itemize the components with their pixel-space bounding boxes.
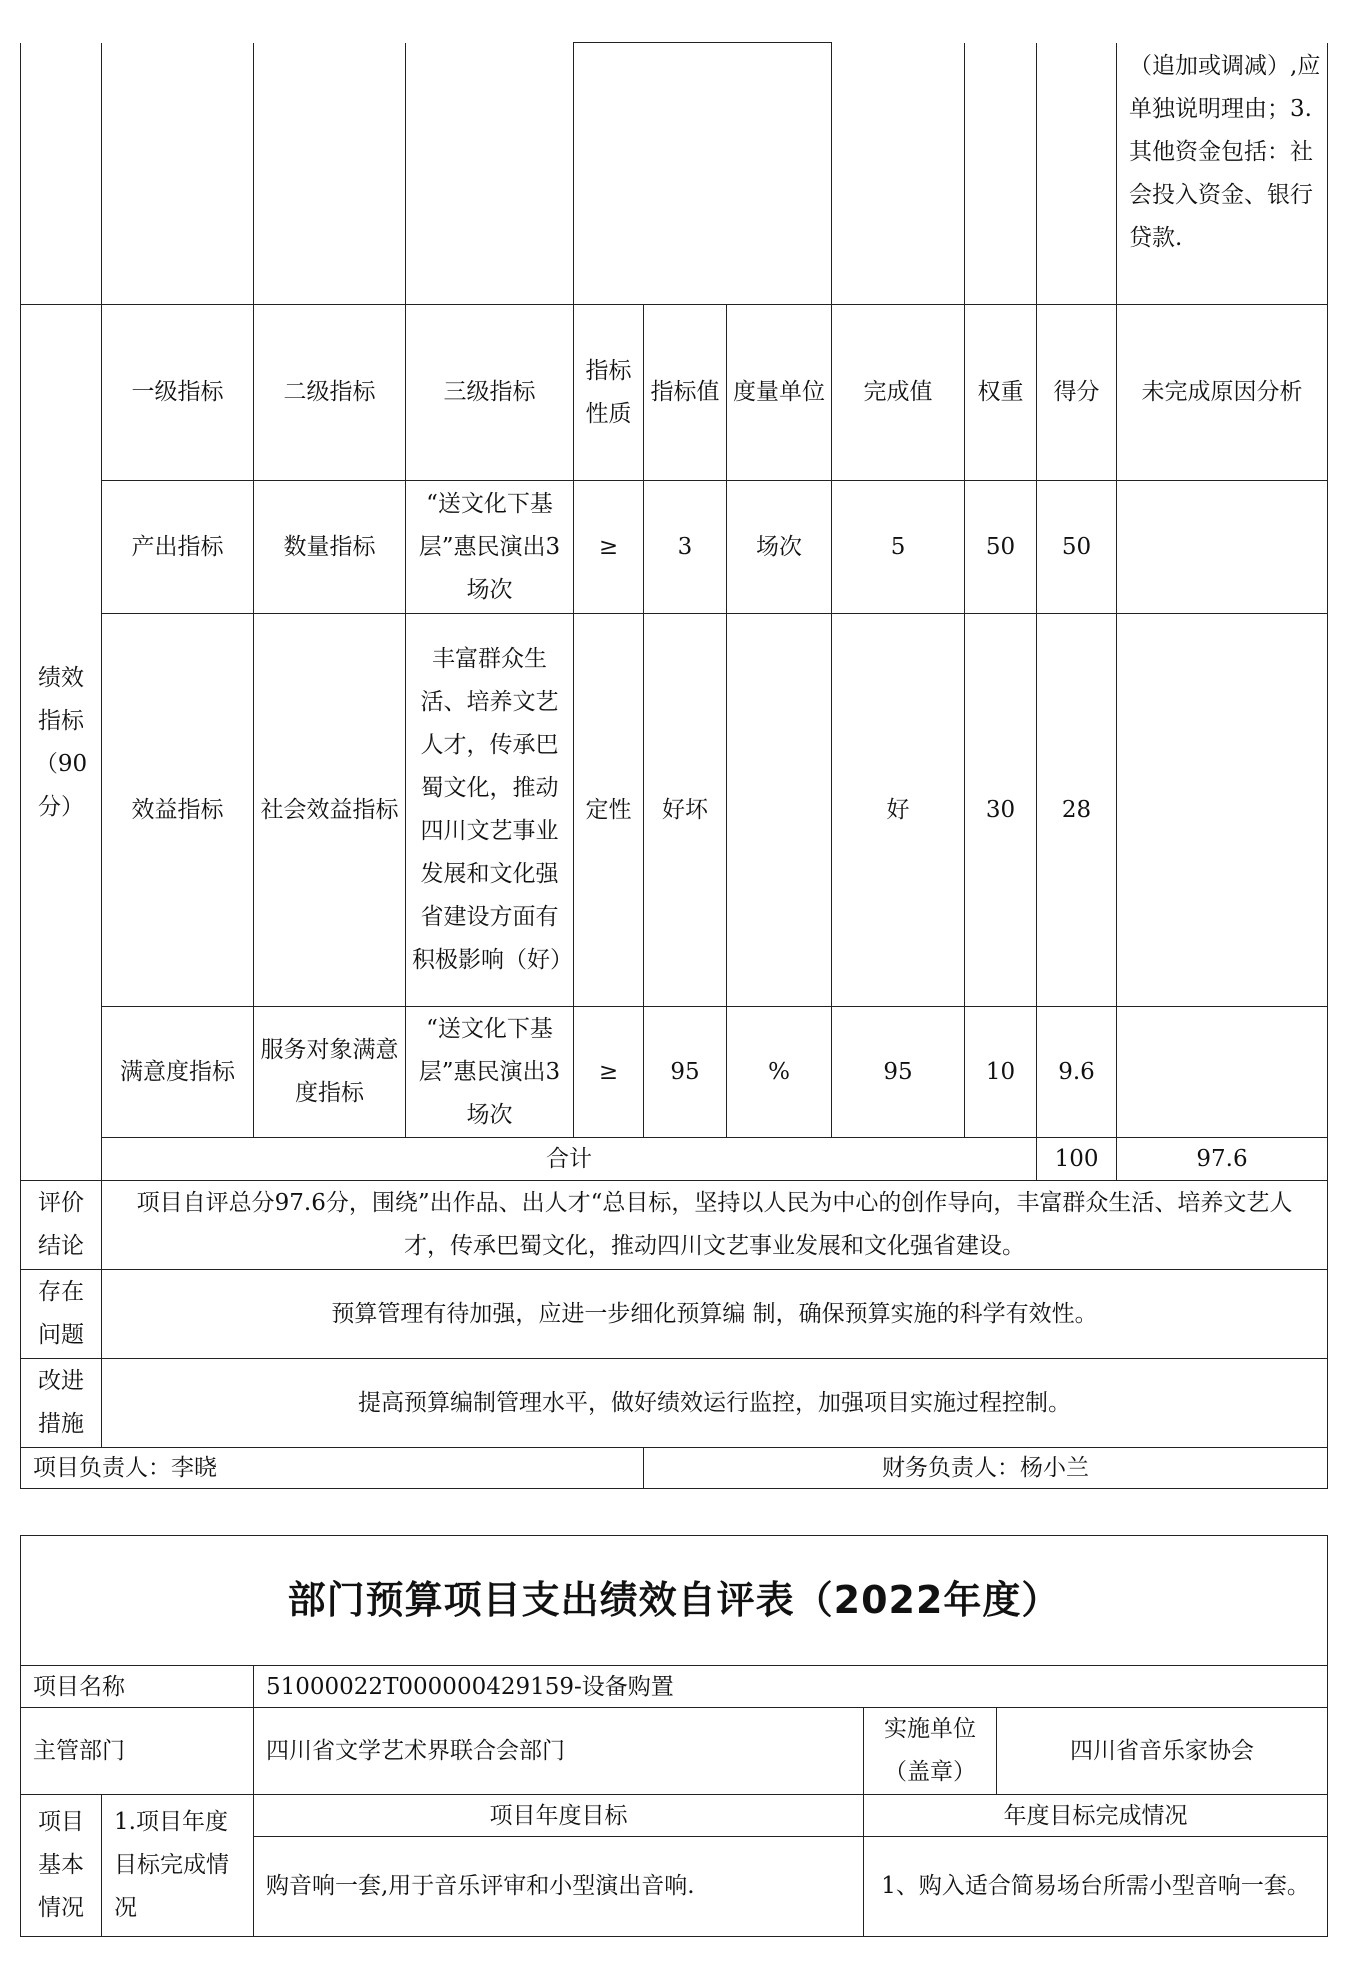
total-score: 97.6 [1117,1138,1328,1181]
header-unit: 度量单位 [727,305,832,481]
row-lvl3: “送文化下基层”惠民演出3场次 [406,1007,574,1138]
goal-label: 1.项目年度目标完成情况 [102,1795,254,1937]
row-lvl2: 数量指标 [254,481,406,614]
basic-label: 项目基本情况 [21,1795,102,1937]
header-done: 完成值 [832,305,965,481]
table-row [21,614,1328,1007]
total-label: 合计 [102,1138,1037,1181]
section-label: 绩效指标（90分） [21,305,102,1181]
row-lvl2: 服务对象满意度指标 [254,1007,406,1138]
goal-head: 项目年度目标 [254,1795,864,1837]
goal-text: 购音响一套,用于音乐评审和小型演出音响. [254,1837,864,1937]
funding-note: （追加或调减）,应单独说明理由；3.其他资金包括：社会投入资金、银行贷款. [1117,43,1328,305]
row-score: 28 [1037,614,1117,1007]
conclusion-text: 项目自评总分97.6分，围绕”出作品、出人才“总目标，坚持以人民为中心的创作导向，丰富群众生活、培养文艺人才，传承巴蜀文化，推动四川文艺事业发展和文化强省建设。 [102,1181,1328,1270]
row-nature: 定性 [574,614,644,1007]
header-reason: 未完成原因分析 [1117,305,1328,481]
row-unit: % [727,1007,832,1138]
blank-cell [406,43,574,305]
dept-value: 四川省文学艺术界联合会部门 [254,1708,864,1795]
project-lead: 项目负责人：李晓 [21,1448,644,1489]
row-nature: ≥ [574,481,644,614]
header-lvl3: 三级指标 [406,305,574,481]
row-unit [727,614,832,1007]
project-name-label: 项目名称 [21,1666,254,1708]
row-lvl3: “送文化下基层”惠民演出3场次 [406,481,574,614]
problems-label: 存在问题 [21,1270,102,1359]
row-weight: 50 [965,481,1037,614]
header-score: 得分 [1037,305,1117,481]
header-value: 指标值 [644,305,727,481]
row-lvl1: 满意度指标 [102,1007,254,1138]
problems-text: 预算管理有待加强，应进一步细化预算编 制，确保预算实施的科学有效性。 [102,1270,1328,1359]
row-reason [1117,481,1328,614]
total-row [21,1138,1328,1181]
signers-row [21,1448,1328,1489]
blank-cell [574,43,832,305]
header-weight: 权重 [965,305,1037,481]
done-text: 1、购入适合简易场台所需小型音响一套。 [864,1837,1328,1937]
impl-cell [864,1708,1328,1795]
dept-label: 主管部门 [21,1708,254,1795]
blank-cell [1037,43,1117,305]
row-unit: 场次 [727,481,832,614]
finance-lead: 财务负责人：杨小兰 [644,1448,1328,1489]
row-lvl1: 效益指标 [102,614,254,1007]
row-done: 95 [832,1007,965,1138]
form-title: 部门预算项目支出绩效自评表（2022年度） [21,1536,1328,1666]
blank-cell [254,43,406,305]
row-score: 50 [1037,481,1117,614]
impl-value: 四川省音乐家协会 [1070,1737,1255,1764]
total-weight: 100 [1037,1138,1117,1181]
done-head: 年度目标完成情况 [864,1795,1328,1837]
header-nature: 指标性质 [574,305,644,481]
header-lvl2: 二级指标 [254,305,406,481]
improve-text: 提高预算编制管理水平，做好绩效运行监控，加强项目实施过程控制。 [102,1359,1328,1448]
blank-cell [965,43,1037,305]
row-score: 9.6 [1037,1007,1117,1138]
improve-label: 改进措施 [21,1359,102,1448]
blank-cell [832,43,965,305]
row-reason [1117,1007,1328,1138]
impl-label: 实施单位（盖章） [864,1708,997,1794]
problems-row [21,1270,1328,1359]
conclusion-label: 评价结论 [21,1181,102,1270]
row-done: 5 [832,481,965,614]
performance-table [20,42,1328,1489]
row-nature: ≥ [574,1007,644,1138]
row-lvl1: 产出指标 [102,481,254,614]
conclusion-row [21,1181,1328,1270]
blank-cell [21,43,102,305]
self-eval-form [20,1535,1328,1937]
row-value: 3 [644,481,727,614]
row-done: 好 [832,614,965,1007]
table-row [21,481,1328,614]
row-weight: 30 [965,614,1037,1007]
row-value: 95 [644,1007,727,1138]
row-weight: 10 [965,1007,1037,1138]
row-lvl3: 丰富群众生活、培养文艺人才，传承巴蜀文化，推动四川文艺事业发展和文化强省建设方面有积极影响（好） [406,614,574,1007]
row-lvl2: 社会效益指标 [254,614,406,1007]
improve-row [21,1359,1328,1448]
header-lvl1: 一级指标 [102,305,254,481]
row-reason [1117,614,1328,1007]
project-name-value: 51000022T000000429159-设备购置 [254,1666,1328,1708]
table-row [21,1007,1328,1138]
row-value: 好坏 [644,614,727,1007]
blank-cell [102,43,254,305]
